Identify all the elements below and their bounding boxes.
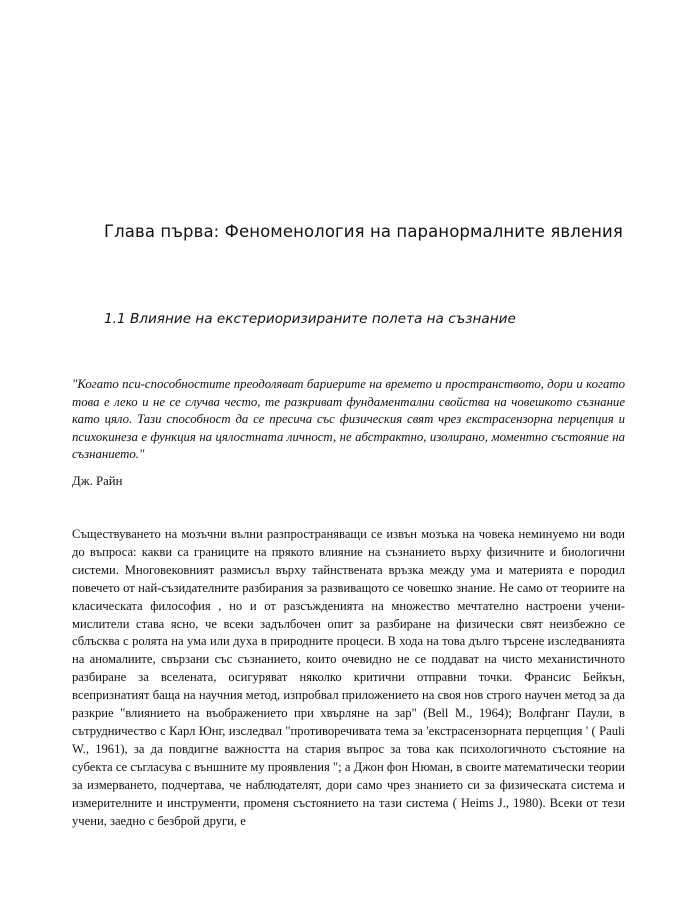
chapter-title: Глава първа: Феноменология на паранормалните явления [104,222,623,241]
epigraph-author: Дж. Райн [72,474,123,488]
section-title: 1.1 Влияние на екстериоризираните полета на съзнание [104,311,516,327]
epigraph-quote: "Когато пси-способностите преодоляват бариерите на времето и пространството, дори и когато това е леко и не се случва често, те разкриват фундаментални свойства на човешкото съзнание като цяло. Тази способност да се пресича със физическия свят чрез екстрасензорна перцепция и психокинеза е функция на цялостната личност, не абстрактно, изолирано, моментно състояние на съзнанието." [72,377,625,461]
body-paragraph: Съществуването на мозъчни вълни разпространяващи се извън мозъка на човека неминуемо ни води до въпроса: какви са границите на прякото влияние на съзнанието върху физичните и биологични системи. Многовековният размисъл върху тайнствената връзка между ума и материята е породил повечето от най-съзидателните разбирания за развиващото се човешко знание. Не само от теориите на класическата философия , но и от разсъжденията на множество мечтателно настроени учени-мислители става ясно, че всеки задълбочен опит за разбиране на физически свят неизбежно се сблъсква с ролята на ума или духа в природните процеси. В хода на това дълго търсене изследванията на аномалиите, свързани със съзнанието, които очевидно не се поддават на чисто механистичното разбиране за вселената, осигуряват няколко критични отправни точки. Франсис Бейкън, всепризнатият баща на научния метод, изпробвал приложението на своя нов строго научен метод за да разкрие "влиянието на въображението при хвърляне на зар" (Bell M., 1964); Волфганг Паули, в сътрудничество с Карл Юнг, изследвал "противоречивата тема за 'екстрасензорната перцепция ' ( Pauli W., 1961), за да повдигне важността на стария въпрос за това как психологичното състояние на субекта се съгласува с външните му проявления "; а Джон фон Нюман, в своите математически теории за измерването, подчертава, че наблюдателят, дори само чрез знанието си за физическата система и измерителните и инструменти, променя състоянието на тази система ( Heims J., 1980). Всеки от тези учени, заедно с безброй други, е [72,527,625,828]
